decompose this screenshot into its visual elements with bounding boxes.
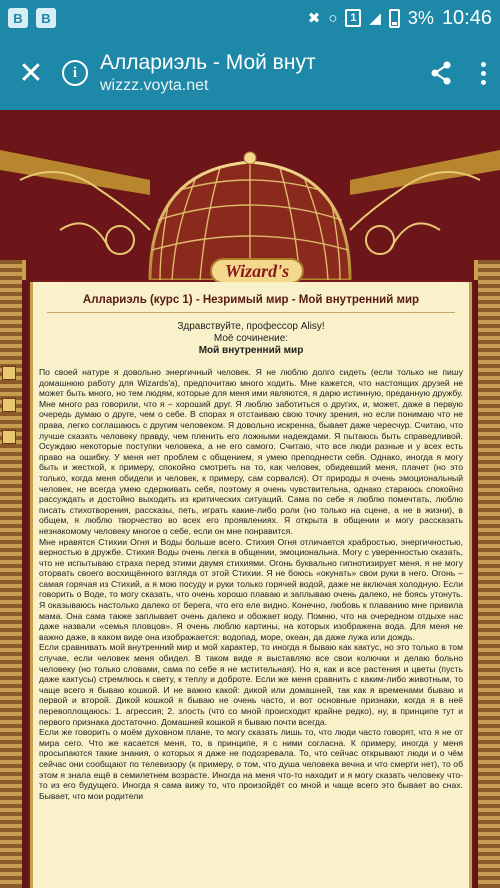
web-page	[0, 110, 500, 888]
battery-icon	[389, 9, 400, 28]
essay-paragraph: Если сравнивать мой внутренний мир и мой характер, то иногда я бываю как кактус, но это только в том случае, если человек меня обидел. В таком виде я выставляю все свои колючки и делаю больно человеку (но только словами, сама по себе я не мстительная). Но я, как и все растения и цветы (пусть даже кактусы) стремлюсь к свету, к теплу и доброте. Если же меня сравнить с каким-либо животным, то чаще всего я бываю кошкой. И не важно какой: дикой или домашней, так как я временами бываю и первой и второй. Дикой кошкой я бываю не очень часто, и вот основные признаки, когда я в неё перевоплощаюсь: 1. агрессия; 2. злость (что со мной происходит крайне редко), ну, в принципе тут и первого признака достаточно. Домашней кошкой я бываю почти всегда.	[39, 642, 463, 727]
wizards-logo: Wizard's	[210, 258, 304, 284]
essay-label: Моё сочинение:	[213, 333, 289, 344]
mute-icon: ✖	[307, 10, 321, 27]
greeting: Здравствуйте, профессор Alisy!	[177, 321, 325, 332]
signal-icon: ◢	[369, 10, 381, 27]
right-frame-decoration	[478, 260, 500, 888]
left-frame-decoration	[0, 260, 22, 888]
toolbar-title-block[interactable]	[100, 51, 416, 95]
side-tab	[2, 366, 16, 380]
wifi-icon: ○	[328, 9, 338, 27]
app-notification-icon: В	[36, 8, 56, 28]
app-notification-icon: В	[8, 8, 28, 28]
dome-header-art	[0, 110, 500, 280]
battery-percent: 3%	[407, 7, 434, 28]
essay-paragraph: Мне нравятся Стихии Огня и Воды больше всего. Стихия Огня отличается храбростью, энергичностью, верностью в дружбе. Стихия Воды очень легка в общении, эмоциональна. Могу с уверенностью сказать, что не испытываю страха перед этими двумя стихиями. Огонь буквально гипнотизирует меня, я не могу оторвать своего восхищённого взгляда от этой Стихии. Я не боюсь «окунать» свои руки в него. Огонь – самая горячая из Стихий, а я мою посуду и руки только горячей водой, даже не включая холодную. Если говорить о Воде, то могу сказать, что очень хорошо плаваю и заплываю очень далеко, не боясь утонуть. Я оказываюсь настолько далеко от берега, что его еле видно. Конечно, любовь к плаванию мне привила мама. Она сама также заплывает очень далеко и обожает воду. Помню, что на очередном отдыхе нас даже назвали «семья пловцов». Я очень люблю картины, на которых изображена вода. Для меня не важно даже, в каком виде она изображается: водопад, море, океан, да даже лужа или дождь.	[39, 536, 463, 642]
article-content	[30, 282, 472, 888]
close-icon[interactable]: ✕	[18, 56, 44, 90]
info-icon[interactable]: i	[62, 60, 88, 86]
status-bar	[0, 0, 500, 36]
more-options-icon[interactable]	[466, 62, 500, 85]
heading-divider	[47, 312, 455, 313]
essay-paragraph: Если же говорить о моём духовном плане, то могу сказать лишь то, что люди часто говорят, что я не от мира сего. Что же касается меня, то, в принципе, я с ними согласна. К примеру, иногда у меня просыпаются такие знания, о которых я даже не подозревала. То, что сейчас открывают люди и о чём сейчас они сообщают по телевизору (к примеру, о том, что душа человека вечна и что смерти нет), то об этом я знала ещё в семилетнем возрасте. Иногда на меня что-то находит и я могу сказать человеку что-то из его будущего. Иногда я сама вижу то, что произойдёт со мной и чаще всего это бывает во снах. Бывает, что мои родители	[39, 727, 463, 801]
clock: 10:46	[441, 6, 492, 29]
custom-tab-toolbar	[0, 36, 500, 110]
share-icon[interactable]	[416, 61, 466, 85]
side-tab	[2, 398, 16, 412]
essay-title: Мой внутренний мир	[198, 345, 304, 356]
sim-icon: 1	[345, 9, 361, 27]
article-heading: Аллариэль (курс 1) - Незримый мир - Мой внутренний мир	[82, 294, 420, 306]
essay-paragraph: По своей натуре я довольно энергичный человек. Я не люблю долго сидеть (если только не пишу домашнюю работу для Wizards'a), предпочитаю много ходить. Мне кажется, что настоящих друзей не может быть много, но тем людям, которые для меня ими являются, я дарю истинную, преданную дружбу. Мне много раз говорили, что я – хороший друг. Я люблю заботиться о других, и, может, даже в первую очередь думаю о друге, чем о себе. В спорах я отстаиваю свою точку зрения, но если понимаю что не права, легко соглашаюсь с другим человеком. Я довольно искренна, бывает даже чересчур. Считаю, что лучше сказать человеку правду, чем пленить его ложными надеждами. Я пытаюсь быть справедливой. Осуждаю некоторые поступки человека, а не его самого. Считаю, что все люди разные и у всех есть право на ошибку. У меня нет проблем с общением, я умею преподнести себя. Однако, иногда я могу быть и жесткой, к примеру, спокойно смотреть на то, как человек, обидевший меня, плачет (но это только, когда меня обидели и человек, к примеру, сам сорвался). От природы я очень эмоциональный человек, не всегда умею сдерживать себя, поэтому я очень чувствительна, однако стараюсь спокойно рассуждать и достойно выходить из критических ситуаций. Сама по себе я люблю помечтать, люблю писать стихотворения, рассказы, петь, играть какие-либо роли (но только на сцене, а не в жизни), в общем, я люблю творчество во всех его проявлениях. Я открыта в общении и могу рассказать незнакомому человеку многое о себе, если он мне понравится.	[39, 367, 463, 536]
page-url: wizzz.voyta.net	[100, 77, 209, 94]
page-title: Аллариэль - Мой внут	[100, 51, 316, 74]
side-tab	[2, 430, 16, 444]
essay-body	[39, 367, 463, 801]
